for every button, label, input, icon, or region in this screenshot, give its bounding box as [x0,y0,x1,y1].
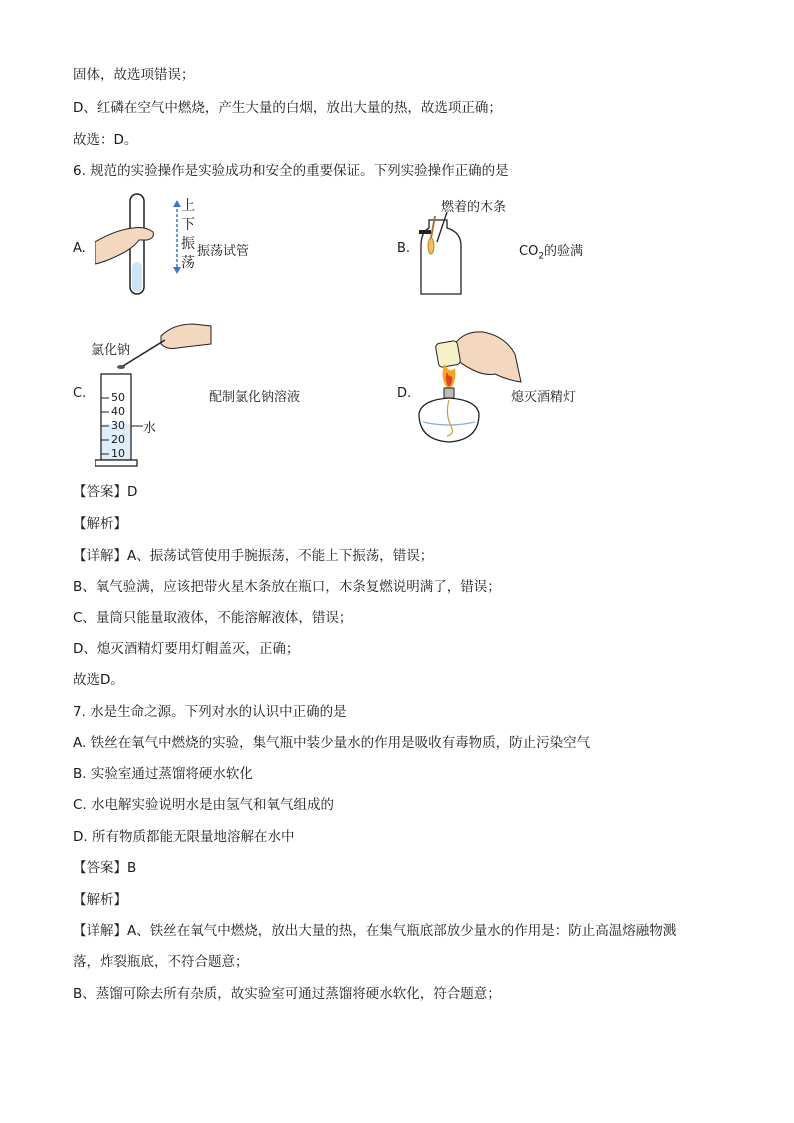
option-c-text: C. 水电解实验说明水是由氢气和氧气组成的 [73,797,335,813]
alcohol-lamp-figure [411,318,523,450]
tick-label: 20 [111,433,125,446]
analysis-label: 【解析】 [73,892,127,908]
answer-label: 【答案】D [73,484,138,500]
arrow-label-up: 上 [181,198,195,214]
water-label: 水 [143,421,157,436]
text-line: 落，炸裂瓶底，不符合题意； [73,954,249,970]
caption-tail: 的验满 [544,244,584,259]
text-line: 故选D。 [73,672,124,688]
text-line: 故选：D。 [73,132,138,148]
option-d-letter: D. [397,386,412,401]
spatula-hand-figure [113,318,213,374]
option-b-letter: B. [397,241,411,256]
co2-subscript: 2 [538,251,545,262]
arrow-label-down: 下 [181,217,195,233]
text-line: 固体，故选项错误； [73,67,195,83]
tick-label: 10 [111,447,125,460]
option-d-caption: 熄灭酒精灯 [511,390,577,405]
tick-label: 30 [111,419,125,432]
text-line: D、红磷在空气中燃烧，产生大量的白烟，放出大量的热，故选项正确； [73,100,502,116]
option-d-text: D. 所有物质都能无限量地溶解在水中 [73,829,295,845]
option-c-letter: C. [73,386,87,401]
answer-label: 【答案】B [73,860,137,876]
option-c-caption: 配制氯化钠溶液 [209,390,301,405]
text-line: D、熄灭酒精灯要用灯帽盖灭，正确； [73,641,300,657]
option-a-letter: A. [73,241,86,256]
co2-text: CO [519,244,539,259]
option-a-text: A. 铁丝在氧气中燃烧的实验，集气瓶中装少量水的作用是吸收有毒物质，防止污染空气 [73,735,591,751]
arrow-label-dang: 荡 [181,255,195,271]
tick-label: 50 [111,391,125,404]
water-pointer [131,424,143,428]
text-line: C、量筒只能量取液体，不能溶解液体，错误； [73,610,353,626]
question-6: 6. 规范的实验操作是实验成功和安全的重要保证。下列实验操作正确的是 [73,163,509,179]
text-line: B、氧气验满，应该把带火星木条放在瓶口，木条复燃说明满了，错误； [73,579,501,595]
text-line: B、蒸馏可除去所有杂质，故实验室可通过蒸馏将硬水软化，符合题意； [73,986,501,1002]
burning-stick-label: 燃着的木条 [441,200,507,215]
salt-label: 氯化钠 [91,343,131,358]
option-b-caption [519,240,583,262]
gas-bottle-figure [417,212,467,298]
text-line: 【详解】A、振荡试管使用手腕振荡，不能上下振荡，错误； [73,548,434,564]
tick-label: 40 [111,405,125,418]
option-b-text: B. 实验室通过蒸馏将硬水软化 [73,766,253,782]
text-line: 【详解】A、铁丝在氧气中燃烧，放出大量的热，在集气瓶底部放少量水的作用是：防止高温熔融物溅 [73,923,677,939]
analysis-label: 【解析】 [73,516,127,532]
option-a-caption: 振荡试管 [197,244,250,259]
arrow-label-zhen: 振 [181,236,195,252]
question-7: 7. 水是生命之源。下列对水的认识中正确的是 [73,704,347,720]
